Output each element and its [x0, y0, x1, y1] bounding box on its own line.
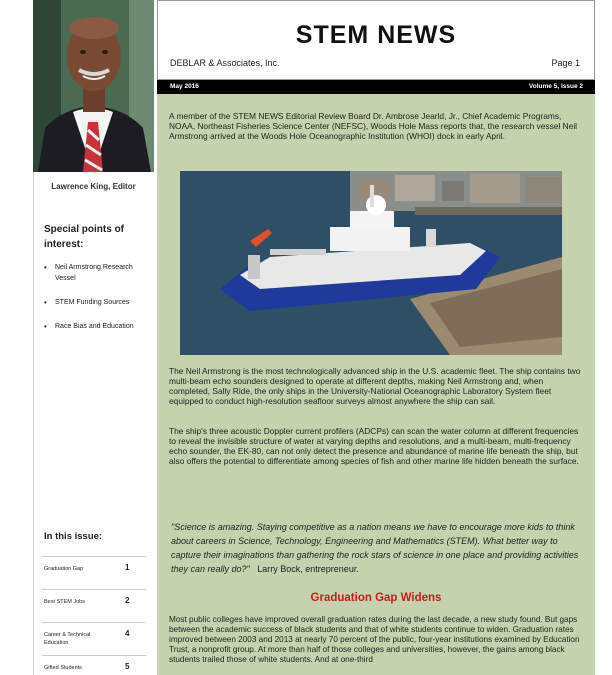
editor-caption: Lawrence King, Editor: [51, 182, 136, 191]
toc-page-number: 2: [125, 596, 130, 605]
special-point-item: • Race Bias and Education: [44, 321, 152, 332]
toc-page-number: 5: [125, 662, 130, 671]
toc-label: Career & Technical Education: [44, 632, 91, 646]
toc-row[interactable]: [42, 589, 146, 622]
research-vessel-photo: [180, 171, 562, 355]
article-paragraph: The ship's three acoustic Doppler current profilers (ADCPs) can scan the water column at different frequencies to reveal the invisible structure of water at varying depths and resolutions, and a multi-beam, multi-frequency echo sounder, the EK-80, can not only detect the presence and abundance of marine life beneath the ship, but also offers the potential to differentiate among species of fish and other marine life hidden beneath the surface.: [169, 426, 579, 466]
organization-name: DEBLAR & Associates, Inc.: [170, 58, 280, 68]
main-content: [157, 94, 595, 675]
special-point-item: • Neil Armstrong Research Vessel: [44, 262, 152, 284]
toc-row[interactable]: [42, 556, 146, 589]
quote-text: "Science is amazing. Staying competitive as a nation means we have to encourage more kids to think about careers in Science, Technology, Engineering and Mathematics (STEM). What better way to capture their imaginations than gathering the rock stars of science in one place and providing activities they can really do?": [171, 522, 579, 574]
sidebar-divider: [33, 172, 34, 675]
editor-portrait: [33, 0, 154, 172]
toc-row[interactable]: [42, 655, 146, 675]
ship-illustration: [180, 171, 562, 355]
special-point-item: • STEM Funding Sources: [44, 297, 152, 308]
toc-label: Best STEM Jobs: [44, 599, 85, 605]
table-of-contents: [42, 556, 146, 675]
issue-bar: [157, 80, 595, 94]
left-sidebar: [0, 0, 157, 675]
special-points-heading: Special points of interest:: [44, 224, 125, 250]
special-points-list: [44, 262, 152, 345]
quote-attribution: Larry Bock, entrepreneur.: [257, 564, 359, 574]
toc-row[interactable]: [42, 622, 146, 655]
toc-label: Gifted Students: [44, 665, 82, 671]
masthead: [157, 0, 595, 80]
in-this-issue-heading: In this issue:: [44, 531, 103, 542]
page-number: Page 1: [551, 58, 580, 68]
toc-page-number: 4: [125, 629, 130, 638]
section-heading: Graduation Gap Widens: [310, 592, 442, 604]
toc-label: Graduation Gap: [44, 566, 84, 572]
toc-page-number: 1: [125, 563, 130, 572]
quote-block: [171, 520, 581, 576]
editor-photo: [33, 0, 154, 172]
article-paragraph: The Neil Armstrong is the most technologically advanced ship in the U.S. academic fleet. The ship contains two multi-beam echo sounders designed to operate at different depths, making Neil Armstrong and, when completed, Sally Ride, the only ships in the University-National Oceanographic Laboratory System fleet equipped to conduct high-resolution seafloor surveys almost anywhere the ship can sail.: [169, 366, 581, 406]
article-paragraph: Most public colleges have improved overall graduation rates during the last decade, a new study found. But gaps between the academic success of black students and that of white students continue to widen. Graduation rates improved between 2003 and 2013 at nearly 70 percent of the public, four-year institutions examined by Education Trust, a nonprofit group. At more than half of those colleges and universities, however, the gains among black students trailed those of white students. And at one-third: [169, 615, 580, 664]
intro-paragraph: A member of the STEM NEWS Editorial Review Board Dr. Ambrose Jearld, Jr., Chief Academic Programs, NOAA, Northeast Fisheries Science Center (NEFSC), Woods Hole Mass reports that, the research vessel Neil Armstrong arrived at the Woods Hole Oceanographic Institution (WHOI) dock in early April.: [169, 111, 578, 141]
issue-volume: Volume 5, Issue 2: [528, 83, 583, 90]
newsletter-title: STEM NEWS: [295, 21, 457, 49]
issue-date: May 2016: [170, 83, 199, 90]
